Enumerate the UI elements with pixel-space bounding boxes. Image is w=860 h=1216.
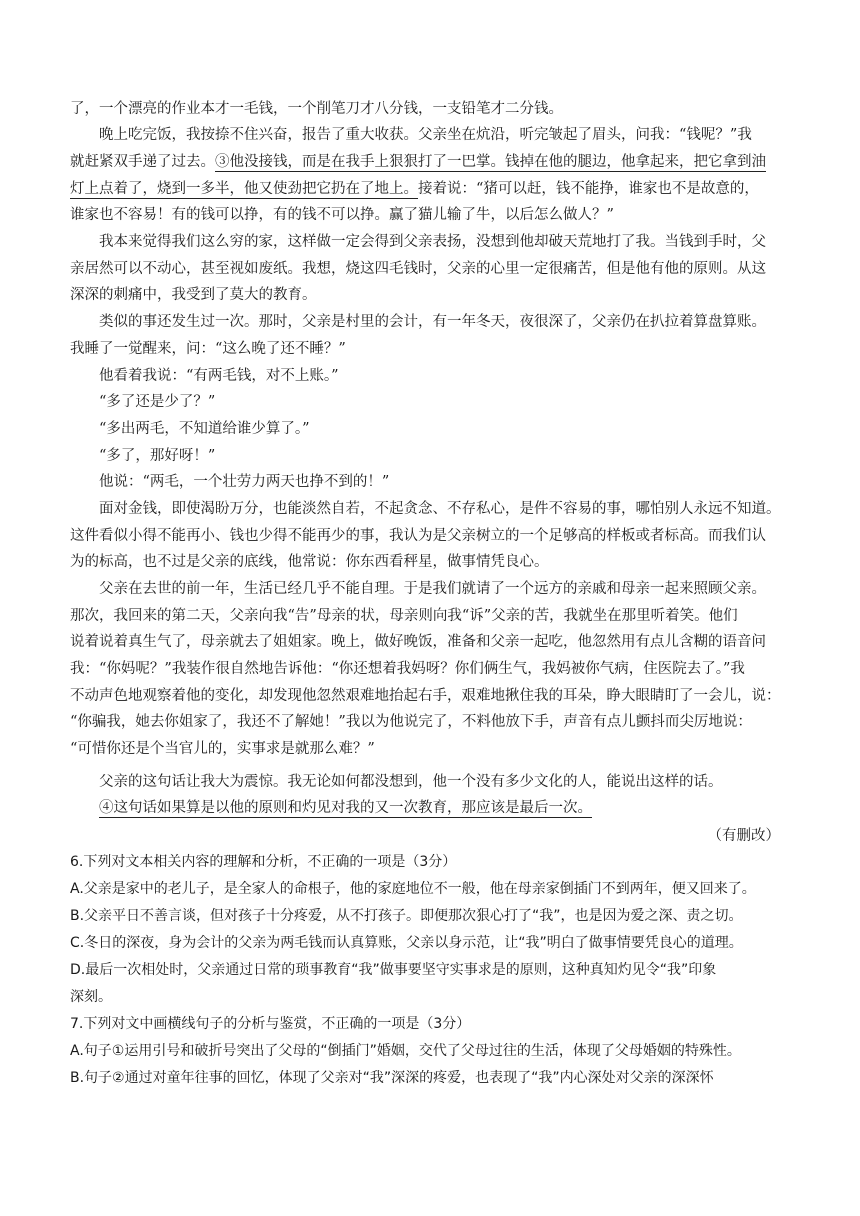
- option-6a: A.父亲是家中的老儿子，是全家人的命根子，他的家庭地位不一般，他在母亲家倒插门不到两年，便又回来了。: [70, 881, 756, 897]
- text-line: 我睡了一觉醒来，问：“这么晚了还不睡？”: [70, 341, 346, 357]
- text-line: 说着说着真生气了，母亲就去了姐姐家。晚上，做好晚饭，准备和父亲一起吃，他忽然用有点儿含糊的语音问: [70, 634, 766, 650]
- text-line: [99, 798, 592, 818]
- text-line: 我：“你妈呢？”我装作很自然地告诉他：“你还想着我妈呀？你们俩生气，我妈被你气病，住医院去了。”我: [70, 661, 745, 677]
- text-line: 为的标高，也不过是父亲的底线，他常说：你东西看秤星，做事情凭良心。: [70, 554, 549, 570]
- text-line: 谁家也不容易！有的钱可以挣，有的钱不可以挣。赢了猫儿输了牛，以后怎么做人？”: [70, 207, 614, 223]
- text-line: 这件看似小得不能再小、钱也少得不能再少的事，我认为是父亲树立的一个足够高的样板或者标高。而我们认: [70, 528, 766, 544]
- text-line: “可惜你还是个当官儿的，实事求是就那么难？”: [70, 741, 375, 757]
- text-line: 不动声色地观察着他的变化，却发现他忽然艰难地抬起右手，艰难地揪住我的耳朵，睁大眼睛盯了一会儿，说：: [70, 688, 781, 704]
- option-6c: C.冬日的深夜，身为会计的父亲为两毛钱而认真算账，父亲以身示范，让“我”明白了做事情要凭良心的道理。: [70, 935, 743, 951]
- text-line: “多出两毛，不知道给谁少算了。”: [99, 421, 310, 437]
- text-line: 我本来觉得我们这么穷的家，这样做一定会得到父亲表扬，没想到他却破天荒地打了我。当钱到手时，父: [99, 234, 766, 250]
- underlined-sentence-3: ③他没接钱，而是在我手上狠狠打了一巴掌。钱掉在他的腿边，他拿起来，把它拿到油: [215, 154, 766, 170]
- text-line: 灯上点着了，烧到一多半，他又使劲把它扔在了地上。接着说：“猪可以赶，钱不能挣，谁家也不是故意的，: [70, 181, 759, 197]
- option-7b: B.句子②通过对童年往事的回忆，体现了父亲对“我”深深的疼爱，也表现了“我”内心深处对父亲的深深怀: [70, 1070, 714, 1086]
- option-7a: A.句子①运用引号和破折号突出了父母的“倒插门”婚姻，交代了父母过往的生活，体现了父母婚姻的特殊性。: [70, 1043, 741, 1059]
- text-line: 他看着我说：“有两毛钱，对不上账。”: [99, 368, 339, 384]
- revision-note: （有删改）: [707, 828, 780, 844]
- text-line: 深深的刺痛中，我受到了莫大的教育。: [70, 287, 317, 303]
- underlined-sentence-3-cont: 灯上点着了，烧到一多半，他又使劲把它扔在了地上。: [70, 181, 418, 197]
- option-6d: D.最后一次相处时，父亲通过日常的琐事教育“我”做事要坚守实事求是的原则，这种真知灼见令“我”印象: [70, 962, 717, 978]
- text-line: 类似的事还发生过一次。那时，父亲是村里的会计，有一年冬天，夜很深了，父亲仍在扒拉着算盘算账。: [99, 314, 766, 330]
- text-line: 晚上吃完饭，我按捺不住兴奋，报告了重大收获。父亲坐在炕沿，听完皱起了眉头，问我：“钱呢？”我: [99, 127, 752, 143]
- underlined-sentence-4: ④这句话如果算是以他的原则和灼见对我的又一次教育，那应该是最后一次。: [99, 800, 592, 816]
- text-line: “多了还是少了？”: [99, 394, 216, 410]
- option-6b: B.父亲平日不善言谈，但对孩子十分疼爱，从不打孩子。即便那次狠心打了“我”，也是因为爱之深、责之切。: [70, 908, 743, 924]
- option-6d-cont: 深刻。: [70, 989, 112, 1005]
- question-7: 7.下列对文中画横线句子的分析与鉴赏，不正确的一项是（3分）: [70, 1016, 471, 1032]
- text-line: 就赶紧双手递了过去。③他没接钱，而是在我手上狠狠打了一巴掌。钱掉在他的腿边，他拿起来，把它拿到油: [70, 154, 766, 170]
- text-line: 亲居然可以不动心，甚至视如废纸。我想，烧这四毛钱时，父亲的心里一定很痛苦，但是他有他的原则。从这: [70, 261, 766, 277]
- text-line: 父亲的这句话让我大为震惊。我无论如何都没想到，他一个没有多少文化的人，能说出这样的话。: [99, 774, 723, 790]
- text-line: 了，一个漂亮的作业本才一毛钱，一个削笔刀才八分钱，一支铅笔才二分钱。: [70, 101, 563, 117]
- text-line: 面对金钱，即使渴盼万分，也能淡然自若，不起贪念、不存私心，是件不容易的事，哪怕别人永远不知道。: [99, 501, 781, 517]
- text-line: 他说：“两毛，一个壮劳力两天也挣不到的！”: [99, 474, 390, 490]
- text-line: 父亲在去世的前一年，生活已经几乎不能自理。于是我们就请了一个远方的亲戚和母亲一起来照顾父亲。: [99, 581, 766, 597]
- text-line: “你骗我，她去你姐家了，我还不了解她！”我以为他说完了，不料他放下手，声音有点儿颤抖而尖厉地说：: [70, 714, 752, 730]
- text-line: “多了，那好呀！”: [99, 448, 216, 464]
- text-line: 那次，我回来的第二天，父亲向我“告”母亲的状，母亲则向我“诉”父亲的苦，我就坐在那里听着笑。他们: [70, 608, 738, 624]
- question-6: 6.下列对文本相关内容的理解和分析，不正确的一项是（3分）: [70, 854, 457, 870]
